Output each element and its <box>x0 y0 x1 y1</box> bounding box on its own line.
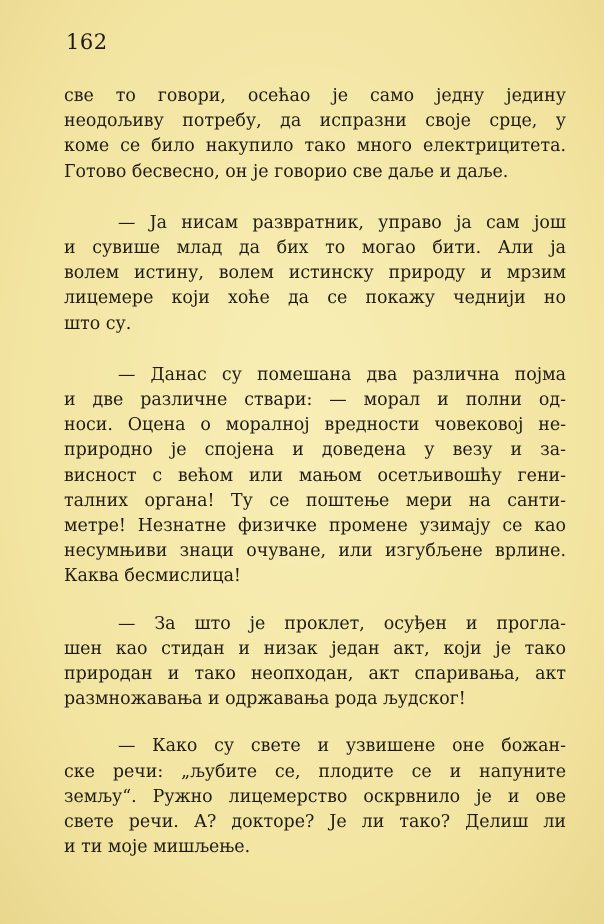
text-line: ске речи: „љубите се, плодите се и напуните <box>64 761 566 782</box>
text-line: метре! Незнатне физичке промене узимају се као <box>64 516 566 537</box>
text-line: природно је спојена и доведена у везу и за- <box>64 440 566 461</box>
text-line: природан и тако неопходан, акт спаривања, акт <box>64 664 566 685</box>
text-line: и сувише млад да бих то могао бити. Али ја <box>64 238 566 259</box>
paragraph-4 <box>64 612 566 713</box>
text-line: — Како су свете и узвишене оне божан- <box>118 736 566 757</box>
text-line: несумњиви знаци очуване, или изгубљене врлине. <box>64 541 566 562</box>
paragraph-1 <box>64 84 566 185</box>
text-line: шен као стидан и низак један акт, који је тако <box>64 638 566 659</box>
text-line: — За што је проклет, осуђен и прогла- <box>118 613 566 634</box>
paragraph-5 <box>64 734 566 860</box>
text-line: Каква бесмислица! <box>64 566 241 587</box>
paragraph-2 <box>64 211 566 337</box>
text-line: висност с већом или мањом осетљивошћу гени- <box>64 465 566 486</box>
page-number: 162 <box>66 30 108 54</box>
text-line: лицемере који хоће да се покажу чеднији но <box>64 288 566 309</box>
text-line: талних органа! Ту се поштење мери на санти- <box>64 490 566 511</box>
text-line: земљу“. Ружно лицемерство оскрвнило је и ове <box>64 786 566 807</box>
text-line: — Ја нисам развратник, управо ја сам још <box>118 212 566 233</box>
text-line: размножавања и одржавања рода људског! <box>64 689 466 710</box>
paragraph-3 <box>64 363 566 590</box>
text-line: коме се било накупило тако много електрицитета. <box>64 136 566 157</box>
text-line: неодољиву потребу, да испразни своје срце, у <box>64 111 566 132</box>
text-line: свете речи. А? докторе? Је ли тако? Делиш ли <box>64 812 566 833</box>
text-line: што су. <box>64 313 132 334</box>
text-line: Готово бесвесно, он је говорио све даље и даље. <box>64 161 509 182</box>
text-line: и ти моје мишљење. <box>64 837 251 858</box>
text-line: носи. Оцена о моралној вредности човековој не- <box>64 415 566 436</box>
text-line: — Данас су помешана два различна појма <box>118 364 566 385</box>
text-line: волем истину, волем истинску природу и мрзим <box>64 263 566 284</box>
text-line: и две различне ствари: — морал и полни од- <box>64 390 566 411</box>
text-line: све то говори, осећао је само једну једину <box>64 86 566 106</box>
